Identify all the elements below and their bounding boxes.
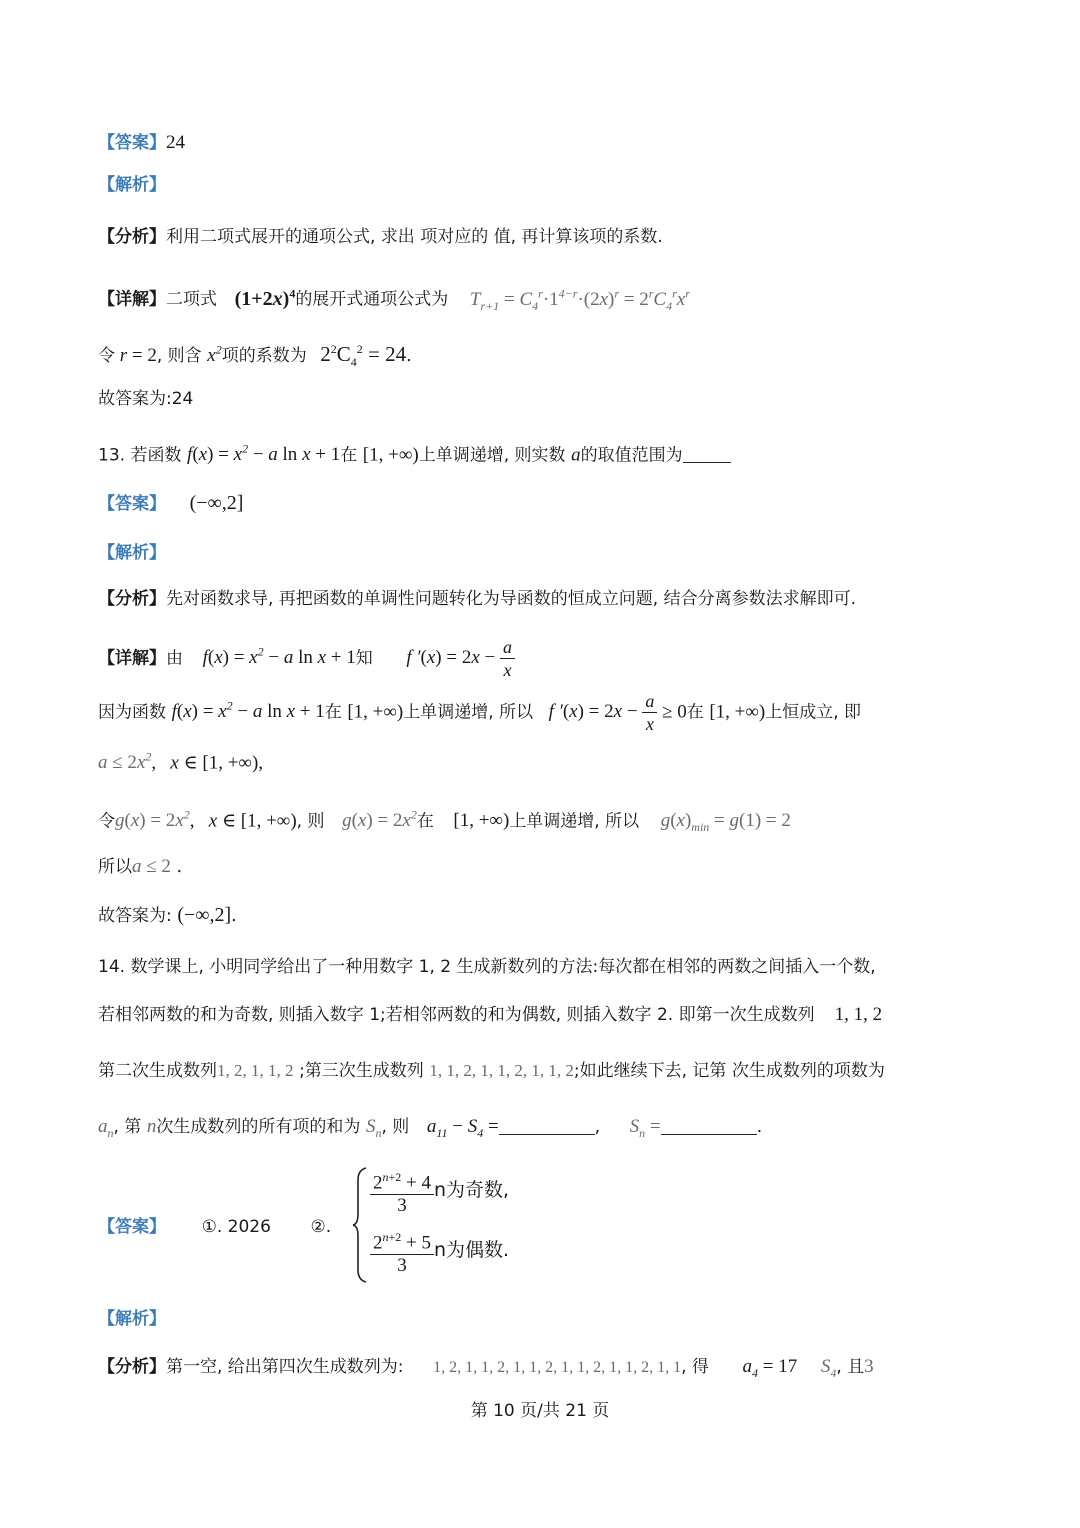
q14-seq3: 1, 1, 2, 1, 1, 2, 1, 1, 2: [429, 1061, 574, 1080]
q14-answer-b: ②.: [310, 1217, 332, 1237]
q13-l4-a: 令: [98, 811, 115, 832]
q13-answer-value: (−∞,2]: [189, 492, 244, 514]
q13-l5: 所以a ≤ 2 .: [98, 856, 183, 877]
q13-derivative: f ′(x) = 2x −: [406, 647, 500, 669]
q14-line2: [98, 1000, 990, 1030]
q13-xj-line: [98, 630, 990, 681]
q14-sn-expr: $S_n$ =: [629, 1116, 661, 1140]
q14-line3: [98, 1056, 990, 1086]
q13-gmin: $g(x)_{min} = g(1) = 2$: [660, 810, 791, 835]
q12-r-eq: r = 2: [115, 345, 157, 366]
q14-n: n: [146, 1116, 157, 1137]
q12-xj-text-b: 的展开式通项公式为: [295, 289, 449, 310]
q14-blank-2[interactable]: [661, 1116, 757, 1135]
q13-l5-text: 所以: [98, 857, 132, 877]
q13-param-a: a: [571, 444, 581, 466]
fenxi-tag: 【分析】: [98, 227, 166, 247]
q12-answer-line: [98, 128, 990, 158]
q12-analysis-heading: [98, 170, 990, 200]
q13-final-value: (−∞,2]: [177, 904, 232, 926]
piecewise-case-odd: [370, 1166, 509, 1217]
q13-l2: 因为函数 $f(x) = x^2 - a$ ln x + 1在 [1, +∞)上单调递增, 所以 f ′(x) = 2x − $\frac{a}{x}$ ≥ 0在 [1, +∞)上恒成立, 即: [98, 691, 862, 735]
q12-x2: $x^2$: [207, 342, 222, 366]
q13-g: $g(x) = 2x^2$: [342, 808, 417, 832]
q12-l3-c: 项的系数为: [221, 346, 307, 366]
q13-stem-d: 的取值范围为: [580, 445, 683, 466]
q13-l2-c: 上单调递增, 所以: [403, 702, 534, 723]
q13-fenxi-line: [98, 584, 990, 614]
q13-analysis-heading: [98, 538, 990, 568]
q14-l3-b: ;第三次生成数列: [299, 1061, 424, 1081]
page-footer: 第 10 页/共 21 页: [470, 1401, 610, 1421]
q13-l4-d: 上单调递增, 所以: [509, 811, 640, 832]
odd-label: n为奇数,: [434, 1179, 510, 1202]
q13-final: 故答案为:: [98, 906, 172, 926]
q13-stem: [98, 434, 990, 470]
q14-l4-b: 次生成数列的所有项的和为: [156, 1117, 361, 1137]
q14-fenxi-c: , 且: [836, 1357, 865, 1377]
q14-analysis-heading: [98, 1304, 990, 1334]
q14-answer-line: [98, 1212, 990, 1242]
q12-general-term: $T_{r+1} = C_4^r\cdot 1^{4-r}\cdot(2x)^r = 2^rC_4^rx^r$: [469, 286, 690, 313]
fenxi-tag: 【分析】: [98, 589, 166, 609]
q12-xiangjie-line: [98, 278, 990, 320]
q12-fenxi-text: 利用二项式展开的通项公式, 求出 项对应的 值, 再计算该项的系数.: [166, 227, 663, 247]
q13-xj-func: $f(x) = x^2 - a$ ln x + 1: [202, 645, 356, 669]
answer-tag: 【答案】: [98, 1217, 166, 1237]
q13-l2-b: 在: [324, 702, 342, 723]
q13-stem-c: 上单调递增, 则实数: [418, 445, 566, 466]
q13-l4-interval: [1, +∞): [453, 810, 510, 832]
q13-l2-deriv: f ′(x) = 2x −: [548, 701, 643, 723]
q12-xj-text-a: 二项式: [166, 289, 217, 310]
q14-l4-c: , 则: [381, 1117, 410, 1137]
analysis-tag: 【解析】: [98, 1309, 166, 1329]
q14-s4: $S_4$: [820, 1356, 837, 1380]
q13-l4-c: 在: [416, 811, 434, 832]
q13-blank[interactable]: [683, 444, 731, 463]
q13-xj-b: 知: [355, 648, 373, 669]
q13-l4-b: , 则: [296, 811, 325, 832]
answer-tag: 【答案】: [98, 133, 166, 153]
q13-g-def: $g(x) = 2x^2$: [115, 808, 190, 832]
q13-stem-b: 在: [340, 445, 358, 466]
even-fraction: $\frac{2^{n+2} + 5}{3}$: [370, 1226, 434, 1277]
q12-fenxi-line: [98, 222, 990, 252]
q12-coef: $2^2C_4^2 = 24$: [320, 342, 407, 370]
q13-l2-interval2: [1, +∞): [709, 701, 766, 723]
q14-l2: 若相邻两数的和为奇数, 则插入数字 1;若相邻两数的和为偶数, 则插入数字 2. 即第一次生成数列: [98, 1005, 815, 1025]
q14-answer-a: ①. 2026: [201, 1217, 271, 1237]
q13-l2-d: 在: [686, 702, 704, 723]
q14-expr: $a_{11} - S_4$ =: [426, 1116, 499, 1140]
q14-l1: 14. 数学课上, 小明同学给出了一种用数字 1, 2 生成新数列的方法:每次都在相邻的两数之间插入一个数,: [98, 957, 876, 977]
q12-answer-value: 24: [166, 132, 185, 153]
analysis-tag: 【解析】: [98, 543, 166, 563]
q14-fenxi-line: 【分析】第一空, 给出第四次生成数列为: 1, 2, 1, 1, 2, 1, 1, 2, 1, 1, 2, 1, 1, 2, 1, 1, 得 $a_4 = 17$ $S_4$, 且3: [98, 1356, 874, 1380]
q13-answer-line: [98, 488, 990, 519]
q13-interval: [1, +∞): [362, 444, 419, 466]
q13-result: a ≤ 2: [132, 856, 171, 877]
q13-l2-func: $f(x) = x^2 - a$ ln x + 1: [171, 699, 325, 723]
q12-l3-a: 令: [98, 346, 115, 366]
q12-l3-b: , 则含: [156, 346, 202, 366]
q13-frac-a-x: $\frac{a}{x}$: [500, 636, 515, 681]
q12-final-line: [98, 384, 990, 414]
xiangjie-tag: 【详解】: [98, 289, 166, 310]
q13-stem-a: 13. 若函数: [98, 445, 182, 466]
q12-binomial: $(1+2x)^4$: [234, 286, 296, 310]
q14-l3-a: 第二次生成数列: [98, 1061, 217, 1081]
q13-l2-frac: $\frac{a}{x}$: [642, 690, 657, 735]
q14-seq4: 1, 2, 1, 1, 2, 1, 1, 2, 1, 1, 2, 1, 1, 2, 1, 1: [433, 1359, 682, 1376]
q13-l4: 令$g(x) = 2x^2$, x ∈ [1, +∞), 则 $g(x) = 2x^2$在 [1, +∞)上单调递增, 所以 $g(x)_{min} = g(1) = 2$: [98, 808, 791, 835]
piecewise-brace: [352, 1166, 370, 1284]
q14-an: $a_n$: [98, 1116, 114, 1140]
q13-l2-interval: [1, +∞): [347, 701, 404, 723]
q13-l3: $a \le 2x^2$, x ∈ [1, +∞),: [98, 750, 264, 774]
q14-fenxi-a: 第一空, 给出第四次生成数列为:: [166, 1357, 404, 1377]
q13-function: $f(x) = x^2 - a$ ln x + 1: [187, 442, 341, 466]
odd-fraction: $\frac{2^{n+2} + 4}{3}$: [370, 1166, 434, 1217]
q13-final-line: 故答案为: (−∞,2].: [98, 904, 237, 926]
q14-line1: [98, 952, 990, 982]
q13-l2-e: 上恒成立, 即: [765, 702, 862, 723]
q13-fenxi-text: 先对函数求导, 再把函数的单调性问题转化为导函数的恒成立问题, 结合分离参数法求解即可.: [166, 589, 857, 609]
q13-ineq: $a \le 2x^2$: [98, 750, 152, 774]
q12-final: 故答案为:24: [98, 389, 194, 409]
even-label: n为偶数.: [434, 1239, 510, 1262]
answer-tag: 【答案】: [98, 494, 166, 514]
q14-line4: $a_n$, 第 n次生成数列的所有项的和为 $S_n$, 则 $a_{11} - S_4$ = , $S_n$ = .: [98, 1116, 763, 1140]
q13-l2-a: 因为函数: [98, 702, 166, 723]
q14-seq1: 1, 1, 2: [834, 1004, 883, 1025]
piecewise-case-even: [370, 1226, 509, 1277]
q14-l4-a: , 第: [113, 1117, 142, 1137]
q14-seq2: 1, 2, 1, 1, 2: [217, 1061, 294, 1080]
q14-blank-1[interactable]: [499, 1116, 595, 1135]
fenxi-tag: 【分析】: [98, 1357, 166, 1377]
q12-let-line: 令 r = 2, 则含 $x^2$项的系数为 $2^2C_4^2 = 24$.: [98, 342, 412, 370]
q14-sn: $S_n$: [365, 1116, 382, 1140]
xiangjie-tag: 【详解】: [98, 648, 166, 669]
q14-l3-c: ;如此继续下去, 记第 次生成数列的项数为: [573, 1061, 885, 1081]
q14-fenxi-b: , 得: [681, 1357, 709, 1377]
q13-xj-a: 由: [166, 648, 183, 669]
q14-a4: $a_4 = 17$: [742, 1356, 798, 1380]
analysis-tag: 【解析】: [98, 175, 166, 195]
